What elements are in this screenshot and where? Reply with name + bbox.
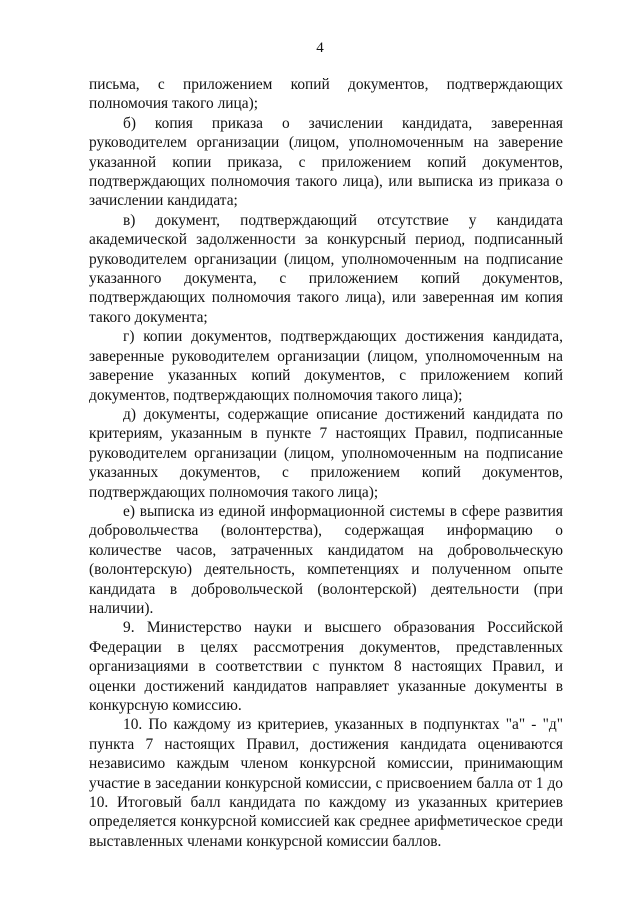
paragraph-item-b: б) копия приказа о зачислении кандидата, заверенная руководителем организации (лицом, уполномоченным на заверение указанной копии приказа, с приложением копий документов, подтверждающих полномочия такого лица), или выписка из приказа о зачислении кандидата; bbox=[89, 114, 563, 210]
paragraph-item-v: в) документ, подтверждающий отсутствие у кандидата академической задолженности за конкурсный период, подписанный руководителем организации (лицом, уполномоченным на подписание указанного документа, с приложением копий документов, подтверждающих полномочия такого лица), или заверенная им копия такого документа; bbox=[89, 211, 563, 326]
paragraph-clause-10: 10. По каждому из критериев, указанных в подпунктах "а" - "д" пункта 7 настоящих Правил, достижения кандидата оцениваются независимо каждым членом конкурсной комиссии, принимающим участие в заседании конкурсной комиссии, с присвоением балла от 1 до 10. Итоговый балл кандидата по каждому из указанных критериев определяется конкурсной комиссией как среднее арифметическое среди выставленных членами конкурсной комиссии баллов. bbox=[89, 716, 563, 850]
paragraph-clause-9: 9. Министерство науки и высшего образования Российской Федерации в целях рассмотрения документов, представленных организациями в соответствии с пунктом 8 настоящих Правил, и оценки достижений кандидатов направляет указанные документы в конкурсную комиссию. bbox=[89, 619, 563, 714]
paragraph-item-d: д) документы, содержащие описание достижений кандидата по критериям, указанным в пункте 7 настоящих Правил, подписанные руководителем организации (лицом, уполномоченным на подписание указанных документов, с приложением копий документов, подтверждающих полномочия такого лица); bbox=[89, 405, 563, 501]
paragraph-item-g: г) копии документов, подтверждающих достижения кандидата, заверенные руководителем организации (лицом, уполномоченным на заверение указанных копий документов, с приложением копий документов, подтверждающих полномочия такого лица); bbox=[89, 328, 563, 404]
paragraph-continuation: письма, с приложением копий документов, подтверждающих полномочия такого лица); bbox=[89, 76, 563, 113]
document-body bbox=[89, 75, 563, 851]
paragraph-item-e: е) выписка из единой информационной системы в сфере развития добровольчества (волонтерства), содержащая информацию о количестве часов, затраченных кандидатом на добровольческую (волонтерскую) деятельность, компетенциях и полученном опыте кандидата в добровольческой (волонтерской) деятельности (при наличии). bbox=[89, 502, 563, 617]
page-number: 4 bbox=[316, 40, 324, 56]
